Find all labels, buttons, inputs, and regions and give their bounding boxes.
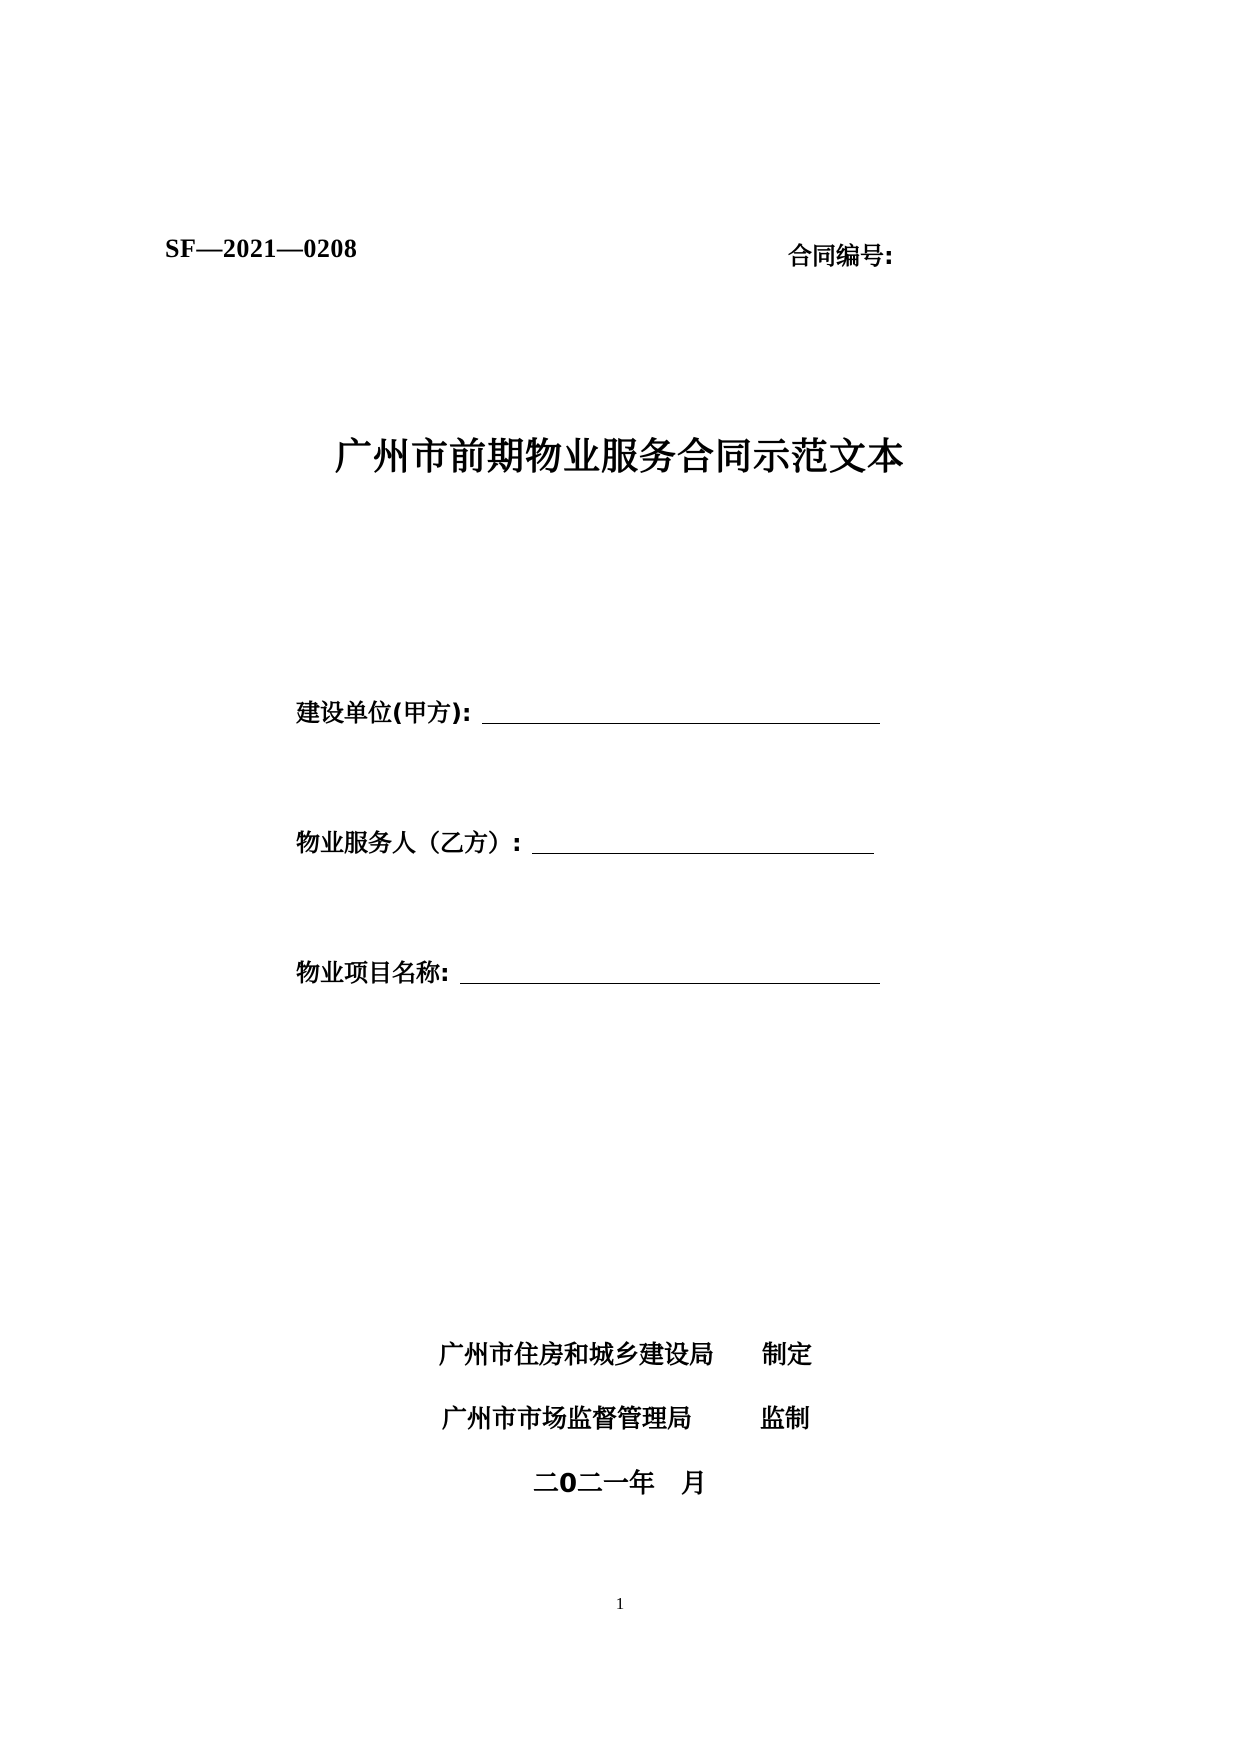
party-b-blank-line[interactable]	[532, 852, 874, 854]
project-name-label: 物业项目名称:	[296, 959, 450, 987]
project-name-field	[296, 948, 880, 988]
party-b-field	[296, 818, 874, 858]
party-a-field	[296, 688, 880, 728]
issuer-role-1: 制定	[762, 1340, 813, 1369]
issuer-name-1: 广州市住房和城乡建设局	[439, 1340, 715, 1369]
issuer-role-2: 监制	[760, 1404, 811, 1433]
document-title: 广州市前期物业服务合同示范文本	[335, 435, 905, 478]
issuer-name-2: 广州市市场监督管理局	[442, 1404, 693, 1433]
page-number: 1	[615, 1594, 625, 1613]
issue-date: 二0二一年 月	[532, 1469, 708, 1499]
project-name-blank-line[interactable]	[460, 982, 880, 984]
party-a-blank-line[interactable]	[482, 722, 880, 724]
standard-code: SF—2021—0208	[165, 234, 358, 263]
contract-number-label: 合同编号:	[788, 242, 894, 270]
party-b-label: 物业服务人（乙方）:	[296, 829, 522, 857]
party-a-label: 建设单位(甲方):	[296, 699, 472, 727]
